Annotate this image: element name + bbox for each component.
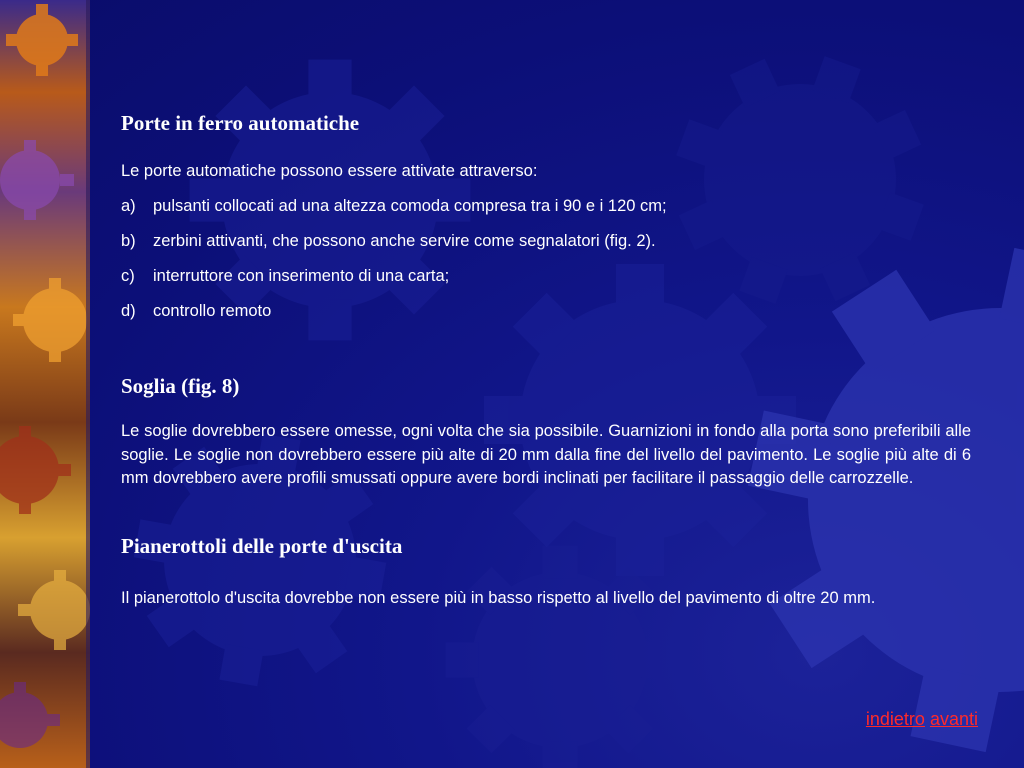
slide-content <box>121 108 971 610</box>
list-marker: c) <box>121 267 135 285</box>
list-marker: b) <box>121 232 136 250</box>
list-item-text: interruttore con inserimento di una carta; <box>153 267 450 285</box>
section-title-soglia: Soglia (fig. 8) <box>121 374 240 398</box>
back-link[interactable]: indietro <box>865 709 925 729</box>
next-link[interactable]: avanti <box>929 709 978 729</box>
section-body-soglia: Le soglie dovrebbero essere omesse, ogni volta che sia possibile. Guarnizioni in fondo alla porta sono preferibili alle soglie. Le soglie non dovrebbero essere più alte di 20 mm dalla fine del livello del pavimento. Le soglie più alte di 6 mm dovrebbero avere profili smussati oppure avere bordi inclinati per facilitare il passaggio delle carrozzelle. <box>121 422 971 487</box>
list-item-text: zerbini attivanti, che possono anche servire come segnalatori (fig. 2). <box>153 232 656 250</box>
list-marker: d) <box>121 302 136 320</box>
list-item-text: pulsanti collocati ad una altezza comoda compresa tra i 90 e i 120 cm; <box>153 197 667 215</box>
list-item-text: controllo remoto <box>153 302 272 320</box>
slide-navigation <box>866 706 978 732</box>
list-item <box>121 264 971 288</box>
list-marker: a) <box>121 197 136 215</box>
section-title-porte: Porte in ferro automatiche <box>121 111 360 135</box>
decorative-gear-strip <box>0 0 90 768</box>
section-title-pianerottoli: Pianerottoli delle porte d'uscita <box>121 533 403 558</box>
activation-list <box>121 194 971 323</box>
list-item <box>121 299 971 323</box>
section-intro: Le porte automatiche possono essere attivate attraverso: <box>121 162 538 180</box>
list-item <box>121 229 971 253</box>
list-item <box>121 194 971 218</box>
section-body-pianerottoli: Il pianerottolo d'uscita dovrebbe non essere più in basso rispetto al livello del pavimento di oltre 20 mm. <box>121 588 876 607</box>
